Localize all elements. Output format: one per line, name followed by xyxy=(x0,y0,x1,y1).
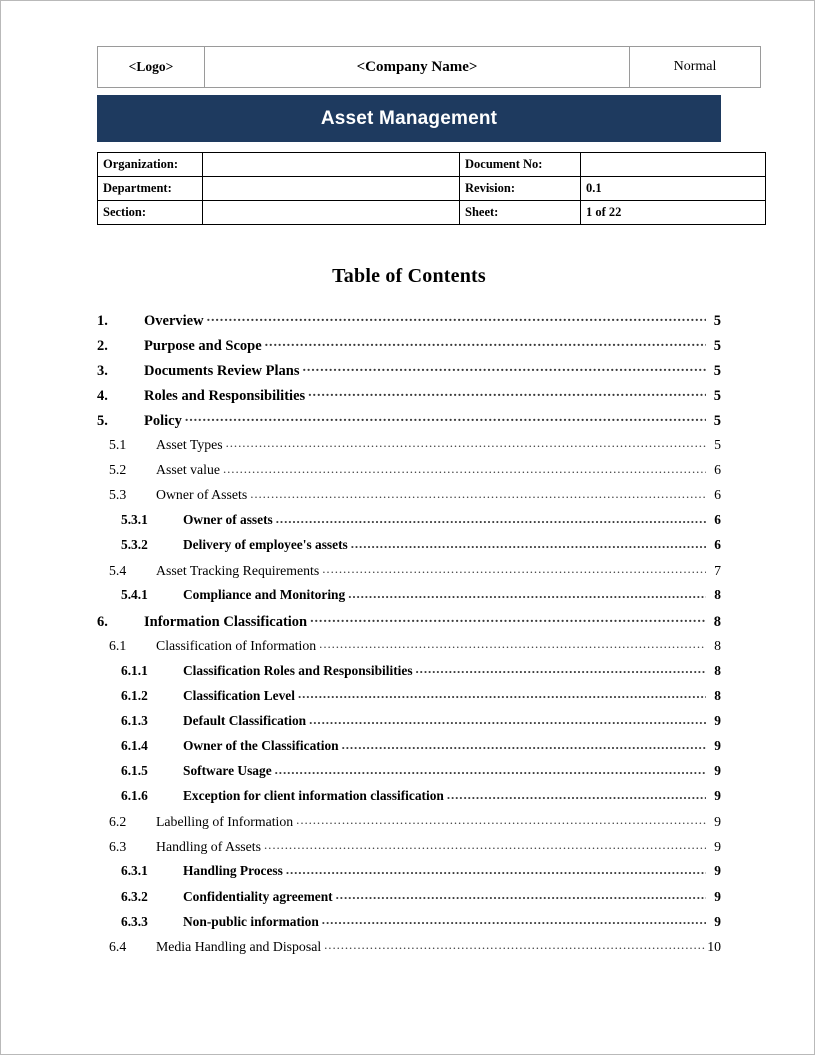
toc-entry-page-number: 9 xyxy=(714,737,721,753)
toc-entry[interactable] xyxy=(97,812,721,837)
document-header-table xyxy=(97,46,761,88)
toc-heading: Table of Contents xyxy=(332,265,486,287)
toc-entry-label: Confidentiality agreement xyxy=(183,888,333,904)
toc-entry-number: 6.4 xyxy=(109,939,127,955)
toc-entry-label: Classification of Information xyxy=(156,638,317,654)
toc-entry-number: 5.4 xyxy=(109,562,127,578)
toc-entry-label: Overview xyxy=(144,312,204,329)
toc-entry-label: Documents Review Plans xyxy=(144,362,300,379)
toc-entry[interactable] xyxy=(97,636,721,661)
toc-entry-number: 5.3.1 xyxy=(121,512,148,528)
document-no-value xyxy=(581,153,766,177)
toc-entry-page-number: 5 xyxy=(713,387,721,404)
toc-entry-number: 6.2 xyxy=(109,813,127,829)
page-content xyxy=(97,1,721,962)
toc-entry-label: Owner of assets xyxy=(183,512,273,528)
department-label: Department: xyxy=(98,177,203,201)
toc-entry-number: 5.3.2 xyxy=(121,537,148,553)
toc-leader-dots xyxy=(342,737,706,750)
toc-entry[interactable] xyxy=(97,385,721,410)
toc-leader-dots xyxy=(351,536,706,549)
toc-entry-label: Delivery of employee's assets xyxy=(183,537,348,553)
section-value xyxy=(203,201,460,225)
toc-entry-number: 6.3.1 xyxy=(121,863,148,879)
sheet-value: 1 of 22 xyxy=(581,201,766,225)
document-info-table xyxy=(97,152,766,225)
logo-placeholder-cell: <Logo> xyxy=(98,47,205,88)
toc-entry-number: 5.3 xyxy=(109,487,127,503)
toc-entry-number: 5.4.1 xyxy=(121,587,148,603)
toc-entry-page-number: 9 xyxy=(714,763,721,779)
toc-entry[interactable] xyxy=(97,661,721,686)
toc-leader-dots xyxy=(264,837,706,851)
toc-leader-dots xyxy=(309,712,706,725)
toc-entry-label: Compliance and Monitoring xyxy=(183,587,346,603)
toc-entry-label: Asset value xyxy=(156,462,220,478)
revision-value: 0.1 xyxy=(581,177,766,201)
toc-entry[interactable] xyxy=(97,435,721,460)
toc-leader-dots xyxy=(308,385,706,400)
toc-entry[interactable] xyxy=(97,611,721,636)
toc-entry-number: 6.1.6 xyxy=(121,788,148,804)
toc-entry-page-number: 6 xyxy=(714,512,721,528)
toc-leader-dots xyxy=(250,486,706,500)
toc-leader-dots xyxy=(298,686,706,699)
toc-entry[interactable] xyxy=(97,937,721,962)
toc-leader-dots xyxy=(322,912,706,925)
toc-entry[interactable] xyxy=(97,586,721,611)
table-row xyxy=(98,177,766,201)
toc-entry-page-number: 9 xyxy=(714,712,721,728)
table-of-contents xyxy=(97,310,721,962)
page-title: Asset Management xyxy=(320,107,498,129)
toc-entry-number: 4. xyxy=(97,387,108,404)
toc-entry[interactable] xyxy=(97,686,721,711)
toc-entry-page-number: 8 xyxy=(713,613,721,630)
document-no-label: Document No: xyxy=(460,153,581,177)
toc-entry[interactable] xyxy=(97,536,721,561)
toc-leader-dots xyxy=(322,561,706,575)
toc-entry-label: Non-public information xyxy=(183,913,319,929)
section-label: Section: xyxy=(98,201,203,225)
toc-entry-label: Policy xyxy=(144,412,182,429)
toc-leader-dots xyxy=(324,937,705,951)
organization-value xyxy=(203,153,460,177)
toc-leader-dots xyxy=(336,887,706,900)
toc-entry-number: 3. xyxy=(97,362,108,379)
toc-leader-dots xyxy=(223,461,706,475)
toc-entry-page-number: 5 xyxy=(713,337,721,354)
toc-entry-number: 6.3.2 xyxy=(121,888,148,904)
toc-entry[interactable] xyxy=(97,511,721,536)
company-name-placeholder-cell: <Company Name> xyxy=(205,47,630,88)
toc-entry-page-number: 8 xyxy=(714,662,721,678)
toc-leader-dots xyxy=(276,511,706,524)
toc-leader-dots xyxy=(447,787,706,800)
toc-entry-label: Roles and Responsibilities xyxy=(144,387,306,404)
toc-entry-label: Information Classification xyxy=(144,613,308,630)
toc-entry-page-number: 9 xyxy=(714,863,721,879)
toc-entry-page-number: 8 xyxy=(714,638,721,654)
toc-leader-dots xyxy=(265,335,706,350)
toc-entry-number: 6.1.4 xyxy=(121,737,148,753)
toc-entry[interactable] xyxy=(97,335,721,360)
toc-entry-page-number: 9 xyxy=(714,838,721,854)
toc-entry-number: 5.1 xyxy=(109,437,127,453)
toc-entry-page-number: 9 xyxy=(714,888,721,904)
table-row xyxy=(98,153,766,177)
header-row xyxy=(98,47,761,88)
toc-entry-page-number: 8 xyxy=(714,687,721,703)
toc-entry-page-number: 7 xyxy=(714,562,721,578)
toc-entry-number: 6.3 xyxy=(109,838,127,854)
toc-entry-page-number: 5 xyxy=(713,362,721,379)
toc-entry-page-number: 5 xyxy=(713,412,721,429)
toc-leader-dots xyxy=(286,862,706,875)
toc-entry[interactable] xyxy=(97,837,721,862)
toc-entry-number: 5.2 xyxy=(109,462,127,478)
toc-entry-number: 6.1.3 xyxy=(121,712,148,728)
toc-leader-dots xyxy=(416,661,706,674)
toc-entry-page-number: 6 xyxy=(714,487,721,503)
document-title-banner xyxy=(97,95,721,142)
toc-entry-number: 6.1 xyxy=(109,638,127,654)
toc-entry-label: Software Usage xyxy=(183,763,272,779)
toc-leader-dots xyxy=(275,762,706,775)
toc-entry-label: Owner of Assets xyxy=(156,487,248,503)
toc-entry[interactable] xyxy=(97,737,721,762)
toc-entry-number: 6.1.2 xyxy=(121,687,148,703)
toc-leader-dots xyxy=(319,636,706,650)
toc-entry-page-number: 10 xyxy=(707,939,721,955)
toc-entry-number: 6.3.3 xyxy=(121,913,148,929)
toc-entry[interactable] xyxy=(97,310,721,335)
toc-entry[interactable] xyxy=(97,360,721,385)
toc-entry[interactable] xyxy=(97,461,721,486)
toc-entry-label: Default Classification xyxy=(183,712,307,728)
toc-entry-number: 6. xyxy=(97,613,108,630)
toc-leader-dots xyxy=(207,310,706,325)
toc-entry-number: 2. xyxy=(97,337,108,354)
organization-label: Organization: xyxy=(98,153,203,177)
sheet-label: Sheet: xyxy=(460,201,581,225)
toc-leader-dots xyxy=(310,611,706,626)
toc-entry-page-number: 9 xyxy=(714,788,721,804)
toc-entry-label: Classification Roles and Responsibilities xyxy=(183,662,413,678)
toc-entry-page-number: 6 xyxy=(714,462,721,478)
toc-entry-page-number: 9 xyxy=(714,913,721,929)
toc-entry[interactable] xyxy=(97,787,721,812)
toc-entry-number: 6.1.1 xyxy=(121,662,148,678)
toc-entry[interactable] xyxy=(97,712,721,737)
toc-entry-label: Classification Level xyxy=(183,687,295,703)
toc-entry-number: 6.1.5 xyxy=(121,763,148,779)
department-value xyxy=(203,177,460,201)
toc-entry-label: Handling Process xyxy=(183,863,283,879)
toc-entry-label: Purpose and Scope xyxy=(144,337,262,354)
toc-entry-label: Handling of Assets xyxy=(156,838,262,854)
toc-entry-label: Labelling of Information xyxy=(156,813,294,829)
toc-entry-number: 5. xyxy=(97,412,108,429)
toc-entry-page-number: 5 xyxy=(714,437,721,453)
toc-entry[interactable] xyxy=(97,762,721,787)
toc-entry-label: Exception for client information classification xyxy=(183,788,444,804)
toc-entry-page-number: 6 xyxy=(714,537,721,553)
revision-label: Revision: xyxy=(460,177,581,201)
toc-leader-dots xyxy=(185,410,706,425)
toc-entry[interactable] xyxy=(97,887,721,912)
toc-entry[interactable] xyxy=(97,912,721,937)
toc-entry-label: Asset Tracking Requirements xyxy=(156,562,320,578)
table-row xyxy=(98,201,766,225)
toc-entry-number: 1. xyxy=(97,312,108,329)
toc-entry-page-number: 5 xyxy=(713,312,721,329)
toc-entry[interactable] xyxy=(97,486,721,511)
toc-leader-dots xyxy=(226,435,706,449)
toc-leader-dots xyxy=(348,586,706,599)
toc-entry[interactable] xyxy=(97,862,721,887)
toc-entry-label: Owner of the Classification xyxy=(183,737,339,753)
toc-entry[interactable] xyxy=(97,561,721,586)
toc-leader-dots xyxy=(296,812,706,826)
toc-entry-page-number: 8 xyxy=(714,587,721,603)
toc-entry-label: Asset Types xyxy=(156,437,223,453)
toc-entry-label: Media Handling and Disposal xyxy=(156,939,322,955)
toc-entry-page-number: 9 xyxy=(714,813,721,829)
toc-entry[interactable] xyxy=(97,410,721,435)
classification-cell: Normal xyxy=(630,47,761,88)
toc-leader-dots xyxy=(302,360,706,375)
